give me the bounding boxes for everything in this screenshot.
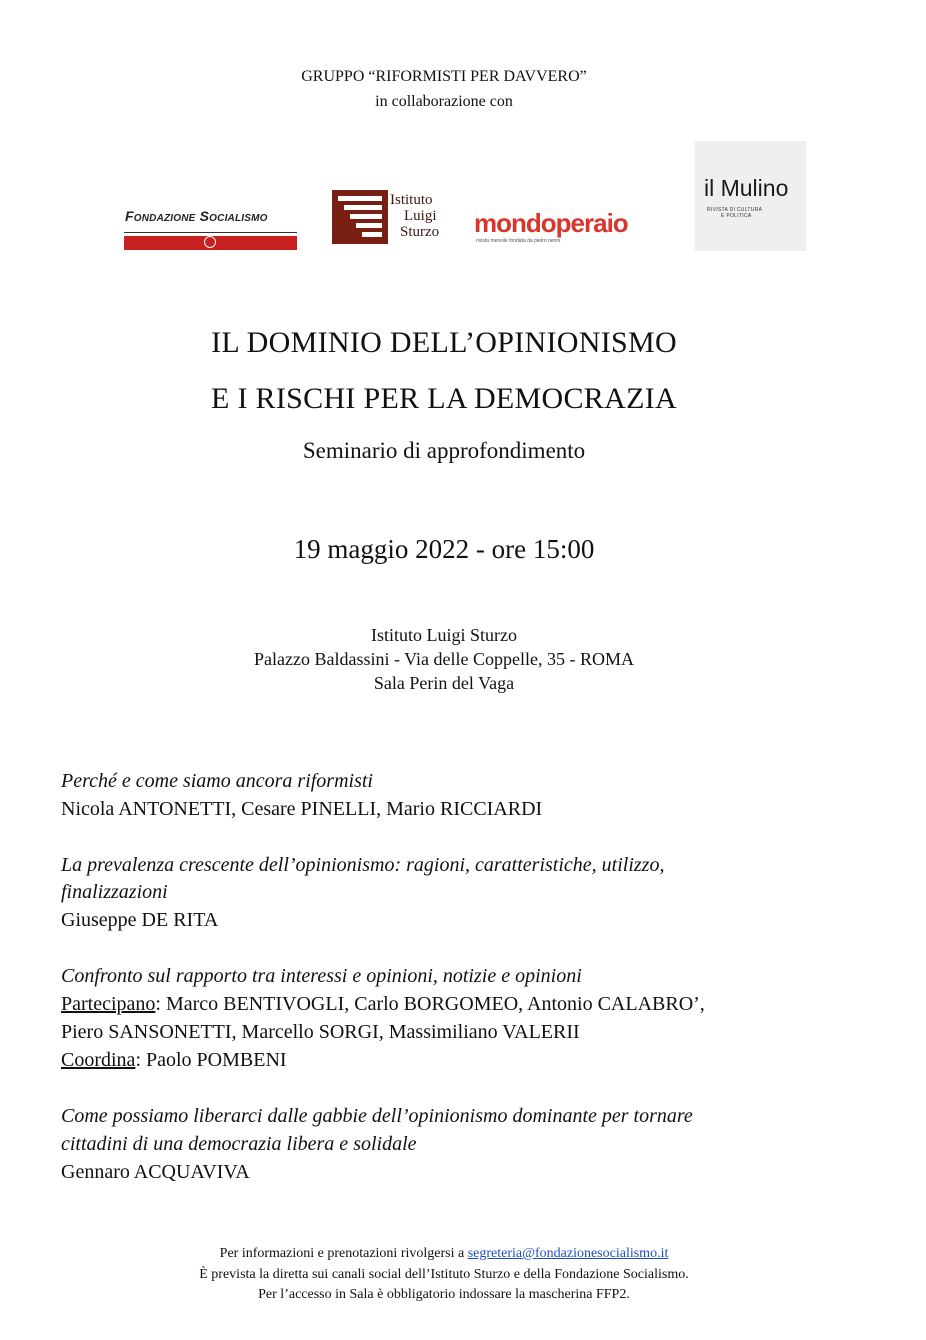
organizer-line: GRUPPO “RIFORMISTI PER DAVVERO”	[301, 68, 587, 85]
fondazione-socialismo-logo	[124, 208, 297, 250]
session-3-coordinator	[61, 1046, 287, 1074]
fondazione-socialismo-logo-rule	[124, 232, 297, 233]
il-mulino-logo-text: il Mulino	[704, 175, 789, 201]
session-1-speakers: Nicola ANTONETTI, Cesare PINELLI, Mario RICCIARDI	[61, 798, 543, 820]
subtitle: Seminario di approfondimento	[302, 438, 586, 463]
il-mulino-logo	[695, 141, 806, 251]
footer-streaming-note: È prevista la diretta sui canali social dell’Istituto Sturzo e della Fondazione Socialismo.	[199, 1267, 689, 1282]
session-3-participants-line-2: Piero SANSONETTI, Marcello SORGI, Massimiliano VALERII	[61, 1021, 580, 1043]
coordinator-name: : Paolo POMBENI	[135, 1049, 287, 1071]
footer-info-text: Per informazioni e prenotazioni rivolgersi a	[219, 1246, 468, 1261]
session-2-speakers: Giuseppe DE RITA	[61, 909, 219, 931]
istituto-sturzo-mark-icon	[332, 190, 388, 244]
mondoperaio-tagline: rivista mensile fondata da pietro nenni	[476, 238, 561, 244]
istituto-sturzo-logo	[332, 190, 452, 246]
istituto-sturzo-logo-text	[390, 192, 439, 240]
il-mulino-tagline-line: E POLITICA	[721, 213, 752, 219]
session-2-topic-line-2: finalizzazioni	[61, 881, 168, 903]
venue-room: Sala Perin del Vaga	[373, 673, 515, 693]
venue-address: Palazzo Baldassini - Via delle Coppelle, 35 - ROMA	[253, 649, 634, 669]
sturzo-logo-word: Luigi	[404, 208, 437, 224]
sturzo-logo-word: Istituto	[390, 192, 433, 208]
venue-institution: Istituto Luigi Sturzo	[371, 625, 517, 645]
collaboration-line: in collaborazione con	[375, 93, 513, 110]
fondazione-socialismo-logo-dot	[204, 236, 216, 248]
il-mulino-tagline	[707, 207, 762, 219]
title-line-2: E I RISCHI PER LA DEMOCRAZIA	[211, 382, 677, 415]
mondoperaio-logo	[474, 208, 666, 246]
session-3-topic: Confronto sul rapporto tra interessi e opinioni, notizie e opinioni	[61, 965, 582, 987]
session-2-topic-line-1: La prevalenza crescente dell’opinionismo: ragioni, caratteristiche, utilizzo,	[61, 854, 665, 876]
session-4-topic-line-2: cittadini di una democrazia libera e solidale	[61, 1133, 417, 1155]
contact-email-link[interactable]: segreteria@fondazionesocialismo.it	[467, 1246, 669, 1261]
title-line-1: IL DOMINIO DELL’OPINIONISMO	[211, 326, 677, 359]
event-date-time: 19 maggio 2022 - ore 15:00	[293, 534, 595, 564]
session-4-topic-line-1: Come possiamo liberarci dalle gabbie dell’opinionismo dominante per tornare	[61, 1105, 693, 1127]
footer-info-line	[0, 1244, 888, 1263]
coordinator-label: Coordina	[61, 1049, 136, 1071]
session-3-participants-line-1	[61, 990, 705, 1018]
session-4-speakers: Gennaro ACQUAVIVA	[61, 1161, 250, 1183]
mondoperaio-logo-text: mondoperaio	[474, 208, 628, 238]
participants-list: : Marco BENTIVOGLI, Carlo BORGOMEO, Antonio CALABRO’,	[155, 993, 705, 1015]
fondazione-socialismo-logo-text: Fondazione Socialismo	[125, 208, 268, 224]
il-mulino-tagline-line: RIVISTA DI CULTURA	[707, 207, 763, 213]
sturzo-logo-word: Sturzo	[400, 224, 440, 240]
footer-mask-note: Per l’accesso in Sala è obbligatorio indossare la mascherina FFP2.	[258, 1287, 630, 1302]
participants-label: Partecipano	[61, 993, 156, 1015]
session-1-topic: Perché e come siamo ancora riformisti	[61, 770, 373, 792]
